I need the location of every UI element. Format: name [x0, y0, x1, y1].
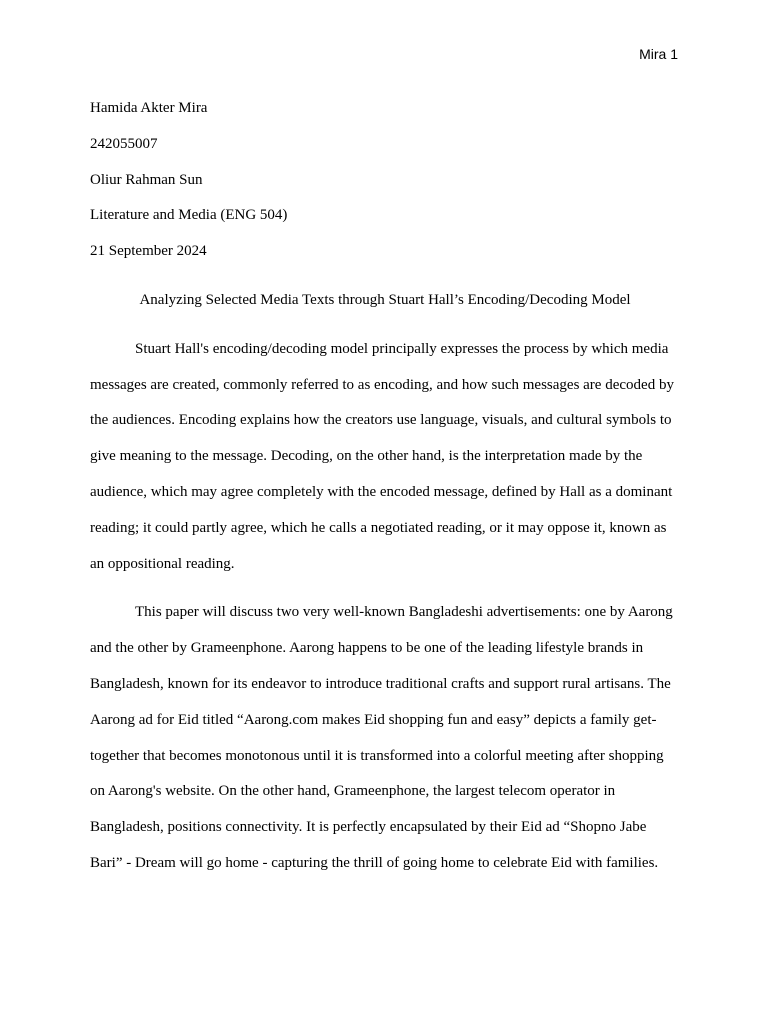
student-id: 242055007 [90, 135, 158, 152]
paragraph-2 [90, 595, 680, 881]
paragraph-line: the audiences. Encoding explains how the creators use language, visuals, and cultural symbols to [90, 412, 672, 429]
paragraph-line: give meaning to the message. Decoding, on the other hand, is the interpretation made by the [90, 448, 643, 465]
document-body [90, 91, 680, 895]
paragraph-line: Bangladesh, known for its endeavor to introduce traditional crafts and support rural artisans. The [90, 675, 671, 692]
paragraph-line: audience, which may agree completely with the encoded message, defined by Hall as a dominant [90, 483, 673, 500]
paragraph-line: an oppositional reading. [90, 555, 235, 572]
paragraph-line: and the other by Grameenphone. Aarong happens to be one of the leading lifestyle brands in [90, 640, 644, 657]
paper-title: Analyzing Selected Media Texts through Stuart Hall’s Encoding/Decoding Model [139, 291, 631, 308]
heading-block [90, 91, 680, 270]
paragraph-line: Bari” - Dream will go home - capturing the thrill of going home to celebrate Eid with families. [90, 854, 659, 871]
running-header: Mira 1 [639, 46, 678, 62]
paragraph-1 [90, 332, 680, 583]
paragraph-line: messages are created, commonly referred to as encoding, and how such messages are decoded by [90, 376, 674, 393]
paragraph-line: Bangladesh, positions connectivity. It is perfectly encapsulated by their Eid ad “Shopno Jabe [90, 819, 647, 836]
paragraph-line: Stuart Hall's encoding/decoding model principally expresses the process by which media [135, 340, 669, 357]
course-name: Literature and Media (ENG 504) [90, 207, 288, 224]
document-date: 21 September 2024 [90, 243, 207, 260]
paragraph-line: reading; it could partly agree, which he calls a negotiated reading, or it may oppose it, known as [90, 519, 667, 536]
paragraph-line: Aarong ad for Eid titled “Aarong.com makes Eid shopping fun and easy” depicts a family get- [90, 711, 657, 728]
instructor-name: Oliur Rahman Sun [90, 171, 203, 188]
paragraph-line: together that becomes monotonous until it is transformed into a colorful meeting after shopping [90, 747, 664, 764]
student-name: Hamida Akter Mira [90, 100, 208, 116]
paragraph-line: This paper will discuss two very well-known Bangladeshi advertisements: one by Aarong [135, 604, 673, 621]
paragraph-line: on Aarong's website. On the other hand, Grameenphone, the largest telecom operator in [90, 783, 616, 800]
